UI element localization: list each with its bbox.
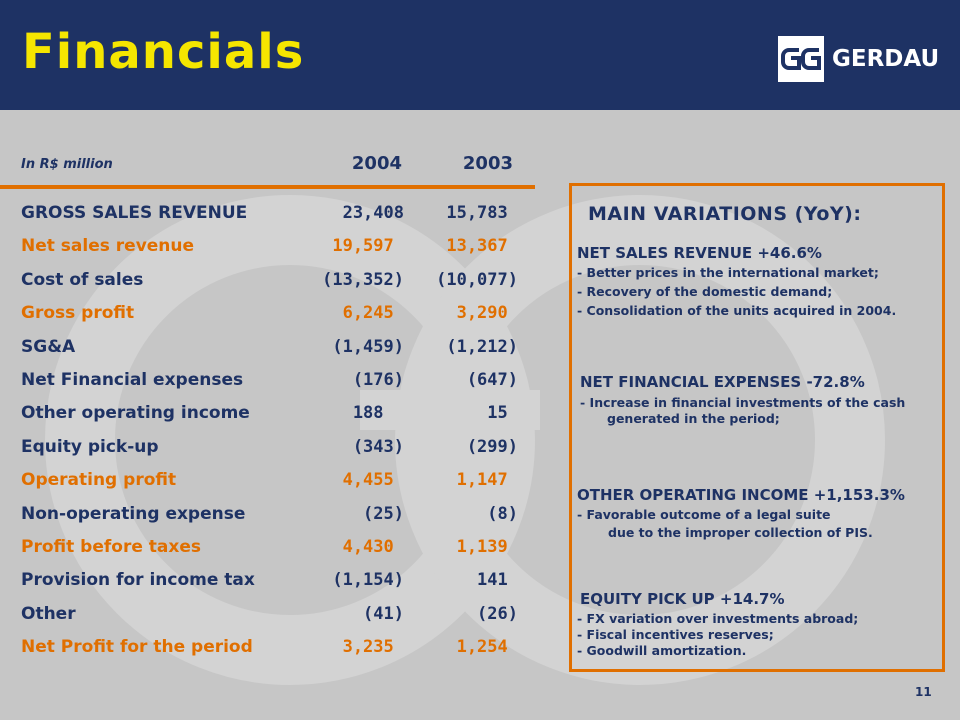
value-2003: 1,254 bbox=[456, 637, 518, 658]
value-2003: 1,139 bbox=[456, 537, 518, 557]
table-row bbox=[0, 437, 540, 467]
value-2004: (25) bbox=[363, 503, 404, 524]
table-row bbox=[0, 236, 540, 266]
bullet-item: - FX variation over investments abroad; bbox=[577, 611, 859, 626]
section-heading-other-operating: OTHER OPERATING INCOME +1,153.3% bbox=[577, 486, 905, 504]
bullet-item: generated in the period; bbox=[607, 411, 780, 426]
row-label: Net Profit for the period bbox=[21, 637, 253, 658]
row-label: Non-operating expense bbox=[21, 503, 246, 524]
bullet-item: - Favorable outcome of a legal suite bbox=[577, 507, 831, 522]
table-row bbox=[0, 303, 540, 333]
header-divider bbox=[0, 185, 535, 189]
table-row bbox=[0, 370, 540, 400]
row-label: Operating profit bbox=[21, 470, 177, 491]
value-2004: 19,597 bbox=[332, 236, 404, 257]
value-2004: 188 bbox=[352, 403, 404, 424]
bullet-item: - Goodwill amortization. bbox=[577, 643, 747, 658]
value-2003: (647) bbox=[466, 370, 518, 390]
table-row bbox=[0, 637, 540, 667]
value-2003: 15 bbox=[487, 403, 518, 424]
value-2004: (1,154) bbox=[332, 570, 404, 591]
value-2003: 13,367 bbox=[446, 236, 518, 257]
table-row bbox=[0, 203, 540, 233]
value-2004: 3,235 bbox=[342, 637, 404, 658]
value-2004: (176) bbox=[352, 370, 404, 390]
value-2003: (1,212) bbox=[446, 336, 518, 357]
value-2003: 1,147 bbox=[456, 470, 518, 491]
table-row bbox=[0, 570, 540, 600]
value-2003: 15,783 bbox=[446, 203, 518, 223]
section-heading-net-financial: NET FINANCIAL EXPENSES -72.8% bbox=[580, 373, 865, 391]
value-2004: (1,459) bbox=[332, 336, 404, 357]
section-heading-equity-pick-up: EQUITY PICK UP +14.7% bbox=[580, 590, 785, 608]
bullet-item: - Increase in financial investments of the cash bbox=[580, 395, 906, 410]
bullet-item: - Recovery of the domestic demand; bbox=[577, 284, 833, 299]
section-heading-net-sales: NET SALES REVENUE +46.6% bbox=[577, 244, 822, 262]
value-2004: 4,455 bbox=[342, 470, 404, 491]
value-2004: (13,352) bbox=[322, 269, 404, 290]
value-2003: (26) bbox=[477, 603, 518, 624]
bullet-item: - Better prices in the international market; bbox=[577, 265, 879, 280]
table-row bbox=[0, 604, 540, 634]
panel-title: MAIN VARIATIONS (YoY): bbox=[588, 203, 862, 225]
gerdau-logo-mark bbox=[778, 36, 824, 82]
row-label: Other bbox=[21, 603, 76, 624]
table-row bbox=[0, 403, 540, 433]
table-row bbox=[0, 270, 540, 300]
row-label: Provision for income tax bbox=[21, 570, 255, 591]
row-label: Gross profit bbox=[21, 303, 135, 324]
table-row bbox=[0, 537, 540, 567]
row-label: Net Financial expenses bbox=[21, 370, 244, 390]
row-label: Other operating income bbox=[21, 403, 250, 424]
value-2004: 4,430 bbox=[342, 537, 404, 557]
value-2004: (343) bbox=[352, 436, 404, 457]
column-header-2003: 2003 bbox=[462, 153, 513, 174]
gerdau-logo bbox=[778, 36, 939, 82]
table-row bbox=[0, 470, 540, 500]
value-2004: 23,408 bbox=[342, 203, 404, 223]
page-number: 11 bbox=[915, 685, 932, 699]
row-label: Equity pick-up bbox=[21, 436, 159, 457]
value-2003: (10,077) bbox=[436, 269, 518, 290]
value-2003: (8) bbox=[487, 503, 518, 524]
unit-label: In R$ million bbox=[21, 157, 113, 172]
table-row bbox=[0, 337, 540, 367]
row-label: GROSS SALES REVENUE bbox=[21, 203, 248, 223]
bullet-item: due to the improper collection of PIS. bbox=[608, 525, 873, 540]
header-bar bbox=[0, 0, 960, 110]
table-row bbox=[0, 504, 540, 534]
row-label: Cost of sales bbox=[21, 269, 144, 290]
bullet-item: - Consolidation of the units acquired in 2004. bbox=[577, 303, 897, 318]
row-label: SG&A bbox=[21, 336, 76, 357]
gerdau-logo-text: GERDAU bbox=[832, 46, 940, 72]
value-2004: (41) bbox=[363, 603, 404, 624]
row-label: Profit before taxes bbox=[21, 537, 201, 557]
page-title: Financials bbox=[22, 24, 305, 80]
value-2004: 6,245 bbox=[342, 303, 404, 324]
value-2003: (299) bbox=[466, 436, 518, 457]
value-2003: 3,290 bbox=[456, 303, 518, 324]
column-header-2004: 2004 bbox=[351, 153, 402, 174]
row-label: Net sales revenue bbox=[21, 236, 195, 257]
value-2003: 141 bbox=[477, 570, 518, 591]
bullet-item: - Fiscal incentives reserves; bbox=[577, 627, 774, 642]
